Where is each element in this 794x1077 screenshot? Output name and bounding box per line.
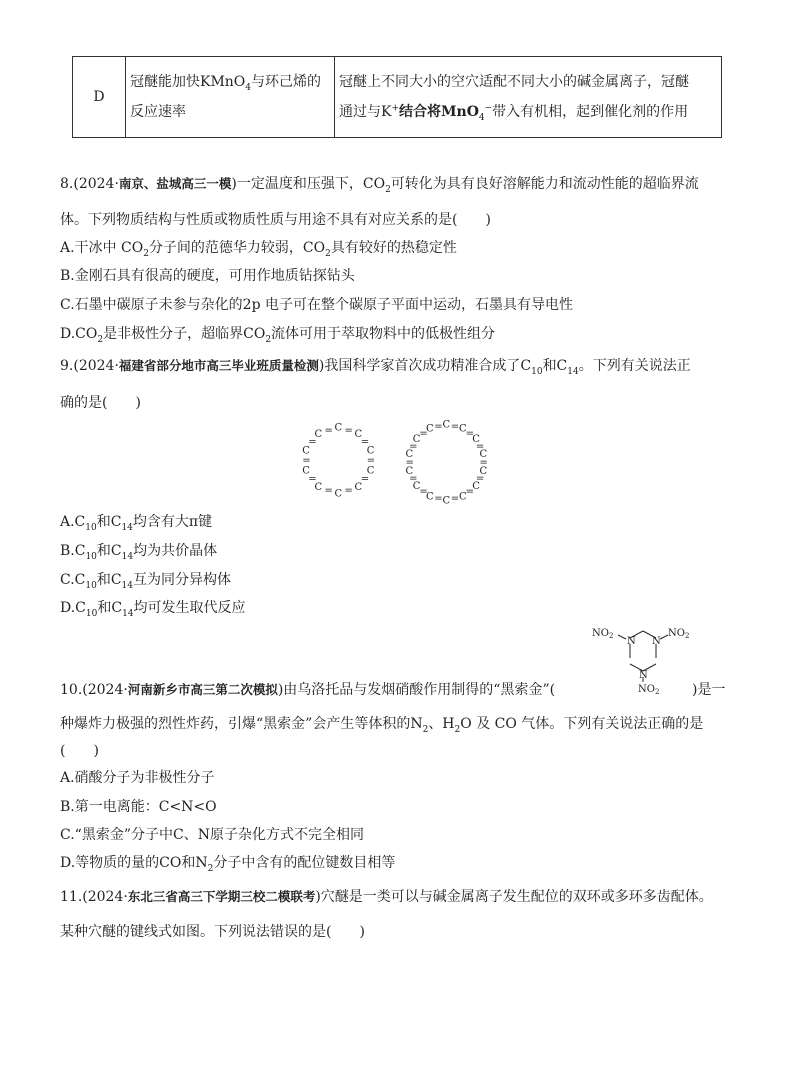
- subscript: 4: [478, 112, 485, 123]
- option-text: 流体可用于萃取物料中的低极性组分: [271, 326, 496, 342]
- q8-option-d: [60, 324, 495, 344]
- subscript: 10: [85, 522, 97, 533]
- double-bond: =: [302, 455, 311, 467]
- carbon-atom: C: [412, 433, 421, 445]
- subscript: 2: [97, 334, 104, 345]
- carbon-atom: C: [366, 445, 375, 457]
- double-bond: =: [479, 457, 488, 469]
- question-number: 9.(2024·: [60, 358, 119, 374]
- option-text: 均可发生取代反应: [133, 600, 246, 616]
- carbon-atom: C: [442, 495, 451, 504]
- table-row: [73, 57, 722, 138]
- explanation-text: 结合将MnO: [399, 104, 479, 120]
- explanation-cell: [335, 57, 722, 138]
- subscript: 2: [422, 724, 429, 735]
- stem-text: 和C: [542, 358, 568, 374]
- q9-stem-line2: 确的是( ): [60, 395, 141, 411]
- double-bond: =: [366, 455, 376, 467]
- option-text: D.等物质的量的CO和N: [60, 855, 208, 871]
- c14-ring-structure: [406, 420, 488, 505]
- double-bond: =: [324, 425, 333, 437]
- double-bond: =: [434, 493, 443, 504]
- nitro-group: $NO_2$: [638, 684, 660, 694]
- question-source: 福建省部分地市高三毕业班质量检测: [118, 358, 319, 373]
- double-bond: =: [434, 421, 443, 433]
- question-source: 东北三省高三下学期三校二模联考: [127, 889, 316, 904]
- row-label: [73, 57, 126, 138]
- q8-option-b: B.金刚石具有很高的硬度，可用作地质钻探钻头: [60, 268, 355, 284]
- double-bond: =: [475, 441, 485, 453]
- q8-option-c: C.石墨中碳原子未参与杂化的2p 电子可在整个碳原子平面中运动，石墨具有导电性: [60, 297, 573, 313]
- carbon-atom: C: [459, 491, 467, 503]
- option-text: 均含有大π键: [132, 514, 213, 530]
- stem-text: 可转化为具有良好溶解能力和流动性能的超临界流: [390, 176, 699, 192]
- carbon-atom: C: [302, 445, 310, 457]
- double-bond: =: [308, 437, 317, 449]
- carbon-atom: C: [334, 488, 343, 500]
- option-text: 分子间的范德华力较弱，CO: [148, 240, 326, 256]
- phenomenon-cell: [126, 57, 335, 138]
- carbon-atom: C: [314, 482, 323, 494]
- stem-text: )我国科学家首次成功精准合成了C: [318, 358, 532, 374]
- carbon-atom: C: [334, 422, 343, 434]
- stem-text: )是一: [692, 682, 726, 698]
- double-bond: =: [360, 473, 370, 485]
- q8-option-a: [60, 238, 457, 258]
- explanation-text: 带入有机相，起到催化剂的作用: [492, 104, 689, 120]
- subscript: 2: [385, 184, 391, 195]
- subscript: 10: [531, 366, 543, 377]
- carbon-atom: C: [472, 481, 480, 493]
- double-bond: =: [344, 485, 353, 497]
- q10-stem-line2: [60, 714, 703, 734]
- double-bond: =: [405, 457, 414, 469]
- option-text: C.C: [60, 572, 86, 588]
- subscript: 2: [454, 724, 461, 735]
- double-bond: =: [344, 425, 353, 437]
- stem-text: 、H: [428, 716, 455, 732]
- option-text: 分子中含有的配位键数目相等: [213, 855, 396, 871]
- nitro-group: $NO_2$: [668, 628, 690, 640]
- carbon-atom: C: [412, 481, 421, 493]
- option-text: D.C: [60, 600, 86, 616]
- nitro-group: $NO_2$: [592, 628, 614, 640]
- double-bond: =: [450, 421, 460, 433]
- option-text: 和C: [97, 600, 123, 616]
- double-bond: =: [465, 428, 474, 440]
- subscript: 14: [567, 366, 579, 377]
- stem-text: O 及 CO 气体。下列有关说法正确的是: [460, 716, 704, 732]
- subscript: 14: [121, 580, 133, 591]
- double-bond: =: [308, 473, 317, 485]
- q8-stem-line2: 体。下列物质结构与性质或物质性质与用途不具有对应关系的是( ): [60, 212, 491, 228]
- phenomenon-text: 反应速率: [130, 104, 186, 120]
- double-bond: =: [324, 485, 333, 497]
- q11-stem: [60, 887, 713, 907]
- option-text: 和C: [96, 543, 122, 559]
- question-source: 河南新乡市高三第二次模拟: [127, 682, 278, 697]
- c10-ring-structure: [302, 423, 375, 500]
- double-bond: =: [419, 486, 428, 498]
- phenomenon-text: 冠醚能加快KMnO: [130, 74, 246, 90]
- subscript: 10: [85, 551, 97, 562]
- explanation-text: 通过与K: [339, 104, 392, 120]
- double-bond: =: [419, 428, 428, 440]
- carbon-atom: C: [366, 465, 375, 477]
- stem-text: )由乌洛托品与发烟硝酸作用制得的“黑索金”(: [277, 682, 556, 698]
- carbon-atom: C: [354, 428, 363, 440]
- double-bond: =: [360, 437, 370, 449]
- ring-n-atom: N: [627, 636, 636, 647]
- stem-text: )穴醚是一类可以与碱金属离子发生配位的双环或多环多齿配体。: [315, 889, 713, 905]
- carbon-atom: C: [479, 466, 488, 477]
- subscript: 14: [122, 608, 134, 619]
- option-table: [72, 56, 722, 138]
- q11-stem-line2: 某种穴醚的键线式如图。下列说法错误的是( ): [60, 924, 365, 940]
- double-bond: =: [450, 493, 460, 504]
- option-text: D.CO: [60, 326, 98, 342]
- q9-option-c: [60, 570, 231, 590]
- row-label-text: D: [93, 89, 105, 105]
- superscript: +: [391, 103, 400, 114]
- carbon-atom: C: [442, 419, 451, 431]
- q9-stem: [60, 356, 691, 376]
- phenomenon-text: 与环己烯的: [251, 74, 322, 90]
- option-text: 具有较好的热稳定性: [330, 240, 457, 256]
- option-text: 是非极性分子，超临界CO: [103, 326, 266, 342]
- carbon-atom: C: [459, 423, 467, 435]
- carbon-atom: C: [472, 433, 480, 445]
- carbon-atom: C: [479, 449, 488, 460]
- question-source: 南京、盐城高三一模: [118, 176, 232, 191]
- subscript: 2: [207, 863, 214, 874]
- stem-text: 种爆炸力极强的烈性炸药，引爆“黑索金”会产生等体积的N: [60, 716, 423, 732]
- subscript: 14: [121, 551, 134, 562]
- q9-option-d: [60, 598, 246, 618]
- q10-option-a: A.硝酸分子为非极性分子: [60, 770, 215, 786]
- q8-stem: [60, 174, 699, 194]
- ring-n-atom: N: [639, 670, 648, 681]
- carbon-atom: C: [314, 428, 323, 440]
- carbon-atom: C: [405, 466, 414, 477]
- option-text: 和C: [96, 514, 122, 530]
- subscript: 10: [85, 580, 97, 591]
- subscript: 10: [85, 608, 98, 619]
- superscript: −: [484, 103, 493, 114]
- question-number: 8.(2024·: [60, 176, 119, 192]
- q10-option-d: [60, 853, 395, 873]
- option-text: 均为共价晶体: [133, 543, 218, 559]
- carbon-atom: C: [426, 423, 434, 435]
- carbon-atom: C: [302, 465, 310, 477]
- stem-text: 。下列有关说法正: [578, 358, 691, 374]
- option-text: B.C: [60, 543, 86, 559]
- double-bond: =: [409, 473, 418, 485]
- double-bond: =: [409, 441, 418, 453]
- question-number: 11.(2024·: [60, 889, 128, 905]
- option-text: A.干冰中 CO: [60, 240, 144, 256]
- explanation-text: 冠醚上不同大小的空穴适配不同大小的碱金属离子，冠醚: [339, 74, 689, 90]
- double-bond: =: [465, 486, 474, 498]
- carbon-atom: C: [426, 491, 434, 503]
- carbon-ring-figure: [296, 418, 496, 504]
- question-number: 10.(2024·: [60, 682, 128, 698]
- q9-option-a: [60, 512, 212, 532]
- double-bond: =: [475, 473, 485, 485]
- q10-stem-line3: ( ): [60, 743, 99, 759]
- q9-option-b: [60, 541, 217, 561]
- subscript: 2: [265, 334, 272, 345]
- option-text: A.C: [60, 514, 86, 530]
- carbon-atom: C: [354, 482, 363, 494]
- option-text: 和C: [96, 572, 122, 588]
- q10-option-c: C.“黑索金”分子中C、N原子杂化方式不完全相同: [60, 827, 364, 843]
- subscript: 2: [325, 248, 331, 259]
- q10-option-b: B.第一电离能：C<N<O: [60, 799, 217, 815]
- stem-text: )一定温度和压强下，CO: [231, 176, 386, 192]
- option-text: 互为同分异构体: [133, 572, 231, 588]
- ring-n-atom: N: [652, 636, 661, 647]
- q10-stem: [60, 680, 750, 700]
- subscript: 14: [121, 522, 133, 533]
- carbon-atom: C: [405, 449, 414, 460]
- subscript: 2: [143, 248, 149, 259]
- subscript: 4: [245, 82, 252, 93]
